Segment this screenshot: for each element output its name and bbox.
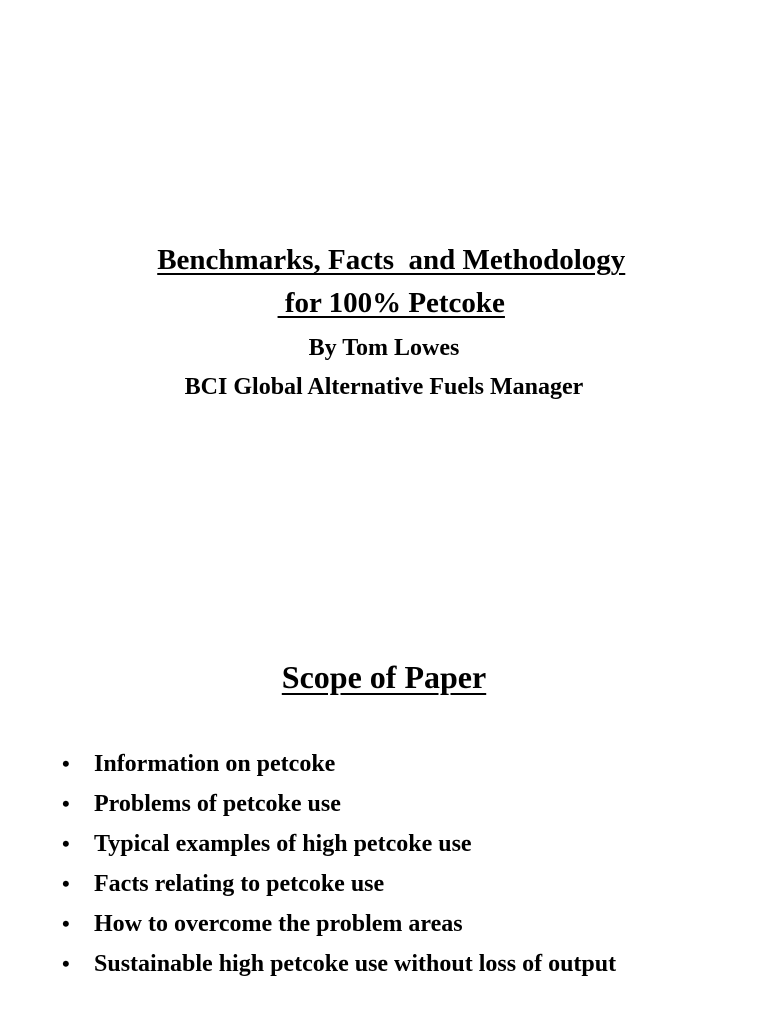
bullet-icon: • <box>62 791 70 816</box>
bullet-icon: • <box>62 951 70 976</box>
scope-heading <box>0 656 768 698</box>
bullet-icon: • <box>62 831 70 856</box>
list-item <box>62 824 616 864</box>
bullet-icon: • <box>62 751 70 776</box>
list-item <box>62 904 616 944</box>
document-title-line-2 <box>0 243 768 323</box>
list-item <box>62 944 616 984</box>
scope-list <box>62 744 616 984</box>
list-item <box>62 864 616 904</box>
document-title-text-1: Benchmarks, Facts and Methodology <box>157 244 626 276</box>
list-item-text: Information on petcoke <box>94 751 336 777</box>
list-item-text: How to overcome the problem areas <box>94 911 463 937</box>
scope-heading-text: Scope of Paper <box>281 659 487 695</box>
list-item-text: Problems of petcoke use <box>94 791 341 817</box>
list-item-text: Typical examples of high petcoke use <box>94 831 472 857</box>
list-item-text: Facts relating to petcoke use <box>94 871 385 897</box>
author-role: BCI Global Alternative Fuels Manager <box>184 374 584 400</box>
bullet-icon: • <box>62 871 70 896</box>
author-byline: By Tom Lowes <box>308 335 460 361</box>
list-item-text: Sustainable high petcoke use without loss of output <box>94 951 617 977</box>
list-item <box>62 744 616 784</box>
list-item <box>62 784 616 824</box>
document-title-text-2: for 100% Petcoke <box>277 287 505 319</box>
bullet-icon: • <box>62 911 70 936</box>
